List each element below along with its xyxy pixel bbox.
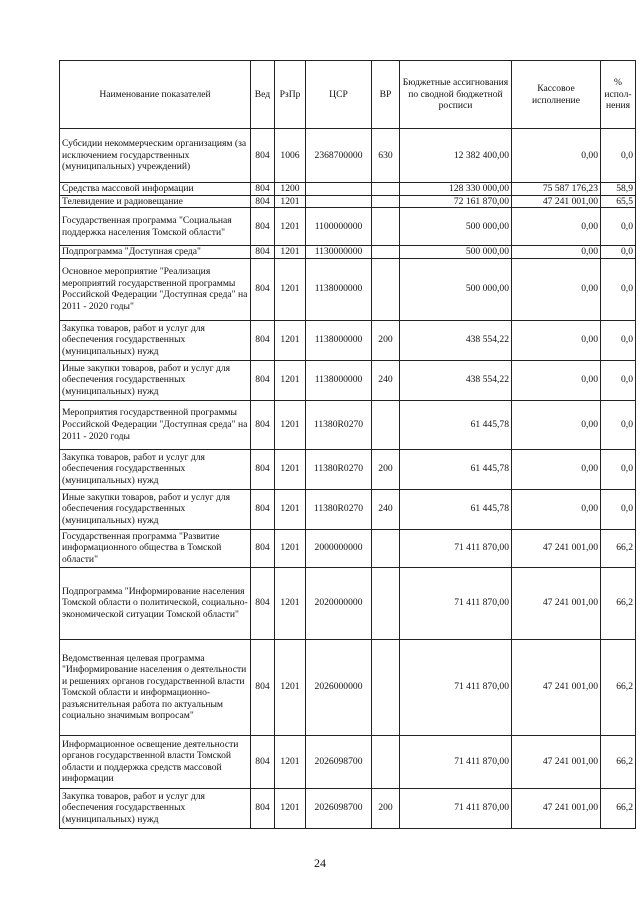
cell-cash: 47 241 001,00 [512, 788, 601, 828]
cell-pct: 66,2 [601, 567, 636, 639]
cell-budget: 500 000,00 [400, 258, 512, 320]
cell-name: Государственная программа "Социальная поддержка населения Томской области" [60, 208, 251, 246]
cell-cash: 0,00 [512, 258, 601, 320]
cell-ved: 804 [251, 195, 275, 208]
cell-name: Подпрограмма "Доступная среда" [60, 246, 251, 259]
table-header-row [60, 61, 636, 129]
cell-rzpr: 1201 [275, 246, 306, 259]
cell-rzpr: 1201 [275, 788, 306, 828]
header-pct: % испол-нения [601, 61, 636, 129]
cell-rzpr: 1006 [275, 129, 306, 183]
cell-csr: 1100000000 [306, 208, 372, 246]
cell-name: Иные закупки товаров, работ и услуг для обеспечения государственных (муниципальных) нужд [60, 360, 251, 400]
cell-name: Субсидии некоммерческим организациям (за исключением государственных (муниципальных) учреждений) [60, 129, 251, 183]
cell-name: Закупка товаров, работ и услуг для обеспечения государственных (муниципальных) нужд [60, 449, 251, 489]
cell-budget: 438 554,22 [400, 360, 512, 400]
cell-vr [372, 735, 400, 788]
cell-budget: 72 161 870,00 [400, 195, 512, 208]
cell-name: Иные закупки товаров, работ и услуг для обеспечения государственных (муниципальных) нужд [60, 489, 251, 529]
cell-rzpr: 1201 [275, 195, 306, 208]
cell-csr: 2368700000 [306, 129, 372, 183]
cell-ved: 804 [251, 320, 275, 360]
cell-pct: 66,2 [601, 788, 636, 828]
cell-csr: 2020000000 [306, 567, 372, 639]
cell-csr: 2000000000 [306, 529, 372, 567]
cell-rzpr: 1201 [275, 449, 306, 489]
cell-vr [372, 208, 400, 246]
cell-name: Закупка товаров, работ и услуг для обеспечения государственных (муниципальных) нужд [60, 788, 251, 828]
cell-budget: 71 411 870,00 [400, 639, 512, 735]
cell-name: Средства массовой информации [60, 183, 251, 196]
table-row [60, 639, 636, 735]
cell-name: Закупка товаров, работ и услуг для обеспечения государственных (муниципальных) нужд [60, 320, 251, 360]
cell-ved: 804 [251, 129, 275, 183]
cell-pct: 0,0 [601, 449, 636, 489]
cell-ved: 804 [251, 400, 275, 449]
cell-cash: 0,00 [512, 489, 601, 529]
cell-cash: 0,00 [512, 320, 601, 360]
cell-ved: 804 [251, 208, 275, 246]
cell-vr [372, 258, 400, 320]
cell-csr: 1130000000 [306, 246, 372, 259]
page-number: 24 [314, 856, 326, 870]
table-row [60, 735, 636, 788]
cell-csr [306, 195, 372, 208]
table-row [60, 129, 636, 183]
cell-rzpr: 1201 [275, 529, 306, 567]
cell-csr: 11380R0270 [306, 449, 372, 489]
cell-cash: 47 241 001,00 [512, 195, 601, 208]
cell-ved: 804 [251, 246, 275, 259]
cell-rzpr: 1201 [275, 360, 306, 400]
table-row [60, 449, 636, 489]
cell-pct: 0,0 [601, 320, 636, 360]
cell-cash: 75 587 176,23 [512, 183, 601, 196]
cell-rzpr: 1201 [275, 639, 306, 735]
cell-cash: 0,00 [512, 129, 601, 183]
cell-pct: 66,2 [601, 639, 636, 735]
cell-rzpr: 1201 [275, 400, 306, 449]
cell-vr [372, 639, 400, 735]
cell-rzpr: 1201 [275, 567, 306, 639]
cell-ved: 804 [251, 567, 275, 639]
table-row [60, 400, 636, 449]
cell-vr: 200 [372, 449, 400, 489]
cell-name: Мероприятия государственной программы Российской Федерации "Доступная среда" на 2011 - 2020 годы [60, 400, 251, 449]
cell-ved: 804 [251, 529, 275, 567]
cell-budget: 500 000,00 [400, 246, 512, 259]
cell-name: Информационное освещение деятельности органов государственной власти Томской области и поддержка средств массовой информации [60, 735, 251, 788]
header-vr: ВР [372, 61, 400, 129]
cell-pct: 0,0 [601, 246, 636, 259]
table-row [60, 529, 636, 567]
cell-vr [372, 195, 400, 208]
cell-budget: 61 445,78 [400, 489, 512, 529]
header-rzpr: РзПр [275, 61, 306, 129]
table-row [60, 208, 636, 246]
cell-csr: 2026098700 [306, 788, 372, 828]
cell-rzpr: 1201 [275, 258, 306, 320]
cell-ved: 804 [251, 788, 275, 828]
table-row [60, 788, 636, 828]
cell-cash: 0,00 [512, 246, 601, 259]
cell-name: Подпрограмма "Информирование населения Томской области о политической, социально-экономической ситуации Томской области" [60, 567, 251, 639]
cell-pct: 66,2 [601, 529, 636, 567]
cell-ved: 804 [251, 360, 275, 400]
cell-budget: 12 382 400,00 [400, 129, 512, 183]
header-ved: Вед [251, 61, 275, 129]
cell-ved: 804 [251, 735, 275, 788]
cell-csr: 2026098700 [306, 735, 372, 788]
cell-csr: 1138000000 [306, 320, 372, 360]
cell-cash: 47 241 001,00 [512, 639, 601, 735]
header-csr: ЦСР [306, 61, 372, 129]
cell-vr: 240 [372, 360, 400, 400]
cell-cash: 47 241 001,00 [512, 567, 601, 639]
cell-name: Основное мероприятие "Реализация мероприятий государственной программы Российской Федерации "Доступная среда" на 2011 - 2020 годы" [60, 258, 251, 320]
cell-vr [372, 246, 400, 259]
cell-pct: 58,9 [601, 183, 636, 196]
table-row [60, 183, 636, 196]
cell-name: Телевидение и радиовещание [60, 195, 251, 208]
cell-budget: 71 411 870,00 [400, 788, 512, 828]
cell-ved: 804 [251, 639, 275, 735]
cell-vr [372, 567, 400, 639]
cell-budget: 438 554,22 [400, 320, 512, 360]
cell-rzpr: 1201 [275, 489, 306, 529]
cell-budget: 128 330 000,00 [400, 183, 512, 196]
cell-vr: 200 [372, 320, 400, 360]
cell-csr: 1138000000 [306, 258, 372, 320]
cell-csr: 11380R0270 [306, 400, 372, 449]
cell-pct: 0,0 [601, 129, 636, 183]
cell-csr [306, 183, 372, 196]
table-row [60, 258, 636, 320]
cell-csr: 2026000000 [306, 639, 372, 735]
table-row [60, 360, 636, 400]
cell-cash: 0,00 [512, 449, 601, 489]
table-row [60, 246, 636, 259]
cell-rzpr: 1201 [275, 320, 306, 360]
table-body [60, 129, 636, 829]
cell-csr: 11380R0270 [306, 489, 372, 529]
cell-vr: 200 [372, 788, 400, 828]
cell-budget: 61 445,78 [400, 449, 512, 489]
cell-budget: 71 411 870,00 [400, 567, 512, 639]
cell-ved: 804 [251, 183, 275, 196]
table-row [60, 195, 636, 208]
header-name: Наименование показателей [60, 61, 251, 129]
cell-pct: 66,2 [601, 735, 636, 788]
cell-ved: 804 [251, 258, 275, 320]
cell-ved: 804 [251, 449, 275, 489]
cell-cash: 47 241 001,00 [512, 529, 601, 567]
cell-pct: 0,0 [601, 360, 636, 400]
cell-rzpr: 1201 [275, 735, 306, 788]
cell-name: Ведомственная целевая программа "Информирование населения о деятельности и решениях органов государственной власти Томской области и информационно-разъяснительная работа по актуальным социально значимым вопросам" [60, 639, 251, 735]
cell-vr: 630 [372, 129, 400, 183]
header-cash: Кассовое исполнение [512, 61, 601, 129]
cell-pct: 0,0 [601, 208, 636, 246]
cell-cash: 0,00 [512, 208, 601, 246]
table-row [60, 567, 636, 639]
cell-budget: 500 000,00 [400, 208, 512, 246]
cell-csr: 1138000000 [306, 360, 372, 400]
header-budget: Бюджетные ассигнования по сводной бюджетной росписи [400, 61, 512, 129]
table-row [60, 489, 636, 529]
cell-pct: 0,0 [601, 258, 636, 320]
cell-vr: 240 [372, 489, 400, 529]
cell-vr [372, 183, 400, 196]
cell-cash: 0,00 [512, 400, 601, 449]
cell-ved: 804 [251, 489, 275, 529]
cell-budget: 71 411 870,00 [400, 735, 512, 788]
cell-budget: 61 445,78 [400, 400, 512, 449]
budget-table [59, 60, 636, 829]
cell-cash: 0,00 [512, 360, 601, 400]
cell-pct: 65,5 [601, 195, 636, 208]
cell-rzpr: 1200 [275, 183, 306, 196]
cell-cash: 47 241 001,00 [512, 735, 601, 788]
cell-vr [372, 400, 400, 449]
cell-pct: 0,0 [601, 489, 636, 529]
cell-pct: 0,0 [601, 400, 636, 449]
cell-rzpr: 1201 [275, 208, 306, 246]
cell-vr [372, 529, 400, 567]
cell-budget: 71 411 870,00 [400, 529, 512, 567]
cell-name: Государственная программа "Развитие информационного общества в Томской области" [60, 529, 251, 567]
table-row [60, 320, 636, 360]
